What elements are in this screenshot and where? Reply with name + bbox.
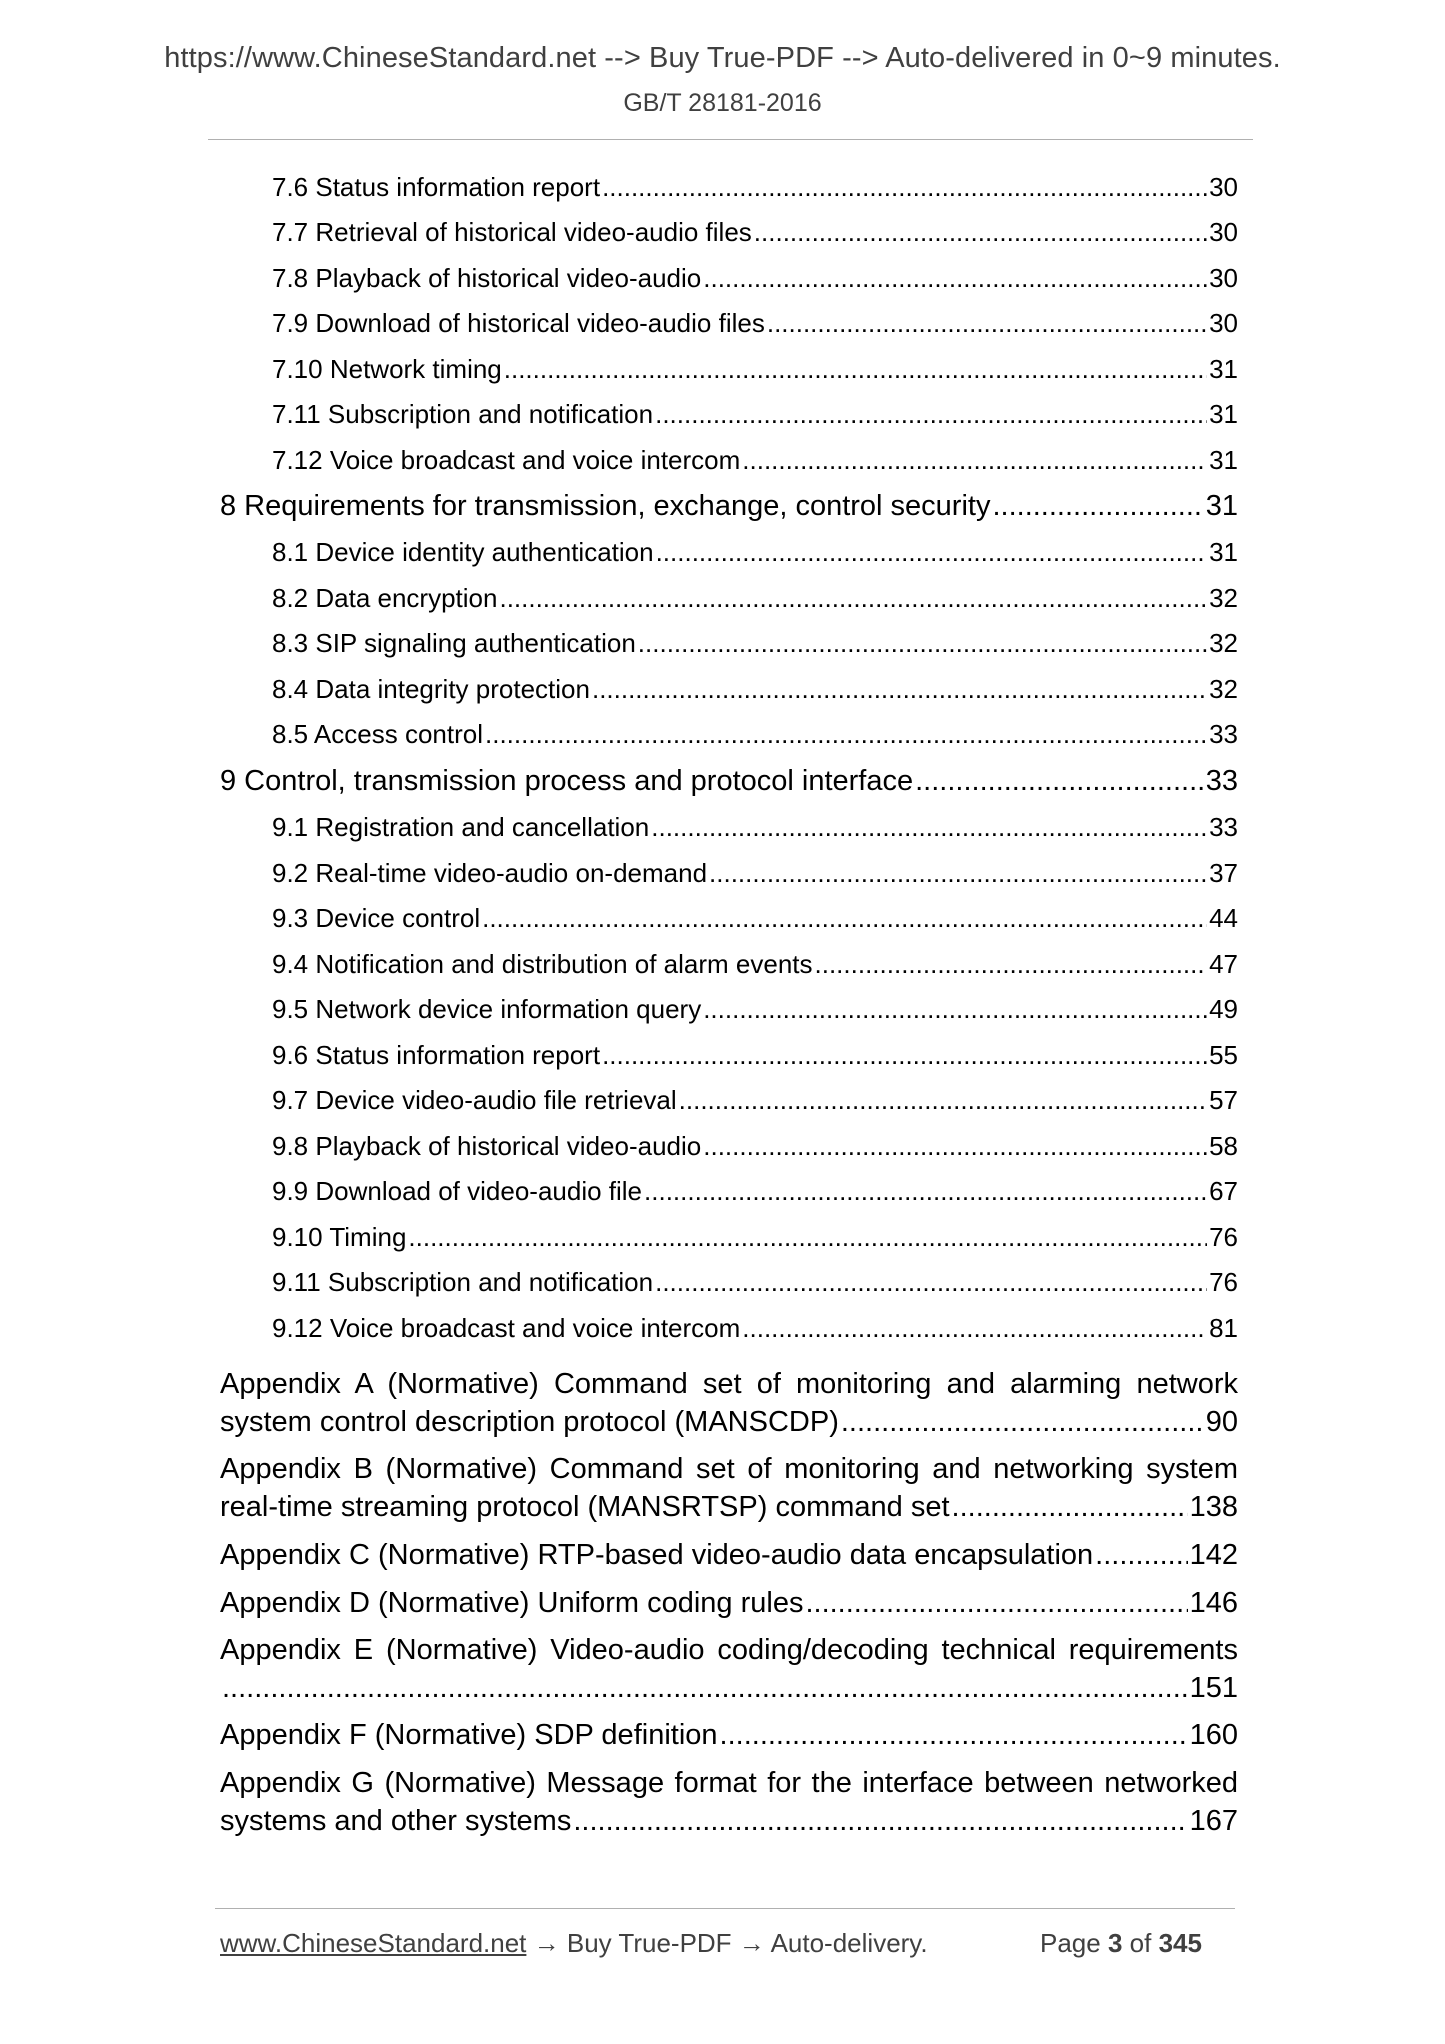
toc-leader-dots xyxy=(499,583,1207,614)
appendix-title-line2: Appendix D (Normative) Uniform coding rules xyxy=(220,1587,804,1619)
toc-section[interactable] xyxy=(272,172,1238,203)
toc-leader-dots xyxy=(485,719,1207,750)
appendix-title-line2: systems and other systems xyxy=(220,1805,572,1837)
toc-section[interactable] xyxy=(272,217,1238,248)
toc-leader-dots xyxy=(742,445,1207,476)
toc-page-number: 32 xyxy=(1209,628,1238,658)
toc-title: 7.12 Voice broadcast and voice intercom xyxy=(272,445,741,475)
toc-section[interactable] xyxy=(272,308,1238,339)
document-code: GB/T 28181-2016 xyxy=(623,89,822,117)
toc-section[interactable] xyxy=(272,994,1238,1025)
toc-section[interactable] xyxy=(272,1222,1238,1253)
toc-page-number: 30 xyxy=(1209,263,1238,293)
toc-page-number: 31 xyxy=(1209,445,1238,475)
toc-leader-dots xyxy=(638,628,1207,659)
toc-title: 9.2 Real-time video-audio on-demand xyxy=(272,858,708,888)
toc-leader-dots xyxy=(573,1802,1187,1840)
toc-appendix[interactable] xyxy=(220,1631,1238,1707)
toc-title: 7.7 Retrieval of historical video-audio files xyxy=(272,217,752,247)
toc-leader-dots xyxy=(602,172,1207,203)
toc-leader-dots xyxy=(222,1669,1188,1707)
toc-page-number: 37 xyxy=(1209,858,1238,888)
toc-title: 9.10 Timing xyxy=(272,1222,407,1252)
toc-section[interactable] xyxy=(272,1085,1238,1116)
toc-appendix[interactable] xyxy=(220,1365,1238,1441)
footer-divider xyxy=(215,1908,1235,1909)
toc-appendix[interactable] xyxy=(220,1716,1238,1754)
toc-page-number: 30 xyxy=(1209,308,1238,338)
toc-page-number: 33 xyxy=(1209,719,1238,749)
toc-chapter[interactable] xyxy=(220,765,1238,798)
toc-leader-dots xyxy=(644,1176,1207,1207)
toc-title: 8.1 Device identity authentication xyxy=(272,537,654,567)
toc-page-number: 138 xyxy=(1189,1491,1238,1523)
toc-page-number: 44 xyxy=(1209,903,1238,933)
toc-leader-dots xyxy=(602,1040,1207,1071)
toc-section[interactable] xyxy=(272,1040,1238,1071)
toc-title: 9.6 Status information report xyxy=(272,1040,601,1070)
toc-page-number: 32 xyxy=(1209,674,1238,704)
toc-section[interactable] xyxy=(272,903,1238,934)
toc-page-number: 30 xyxy=(1209,172,1238,202)
toc-leader-dots xyxy=(592,674,1207,705)
toc-title: 7.6 Status information report xyxy=(272,172,601,202)
toc-leader-dots xyxy=(952,1488,1188,1526)
toc-leader-dots xyxy=(815,949,1208,980)
toc-title: 8.5 Access control xyxy=(272,719,483,749)
toc-leader-dots xyxy=(709,858,1207,889)
appendix-title-line1: Appendix A (Normative) Command set of monitoring and alarming network xyxy=(220,1368,1238,1400)
toc-section[interactable] xyxy=(272,628,1238,659)
toc-appendix[interactable] xyxy=(220,1764,1238,1840)
toc-appendix[interactable] xyxy=(220,1536,1238,1574)
toc-page-number: 31 xyxy=(1209,354,1238,384)
footer-link[interactable]: www.ChineseStandard.net xyxy=(220,1928,527,1958)
header-banner: https://www.ChineseStandard.net --> Buy True-PDF --> Auto-delivered in 0~9 minutes. xyxy=(164,42,1281,74)
appendix-title-line2: system control description protocol (MANSCDP) xyxy=(220,1406,839,1438)
toc-leader-dots xyxy=(482,903,1207,934)
toc-page-number: 55 xyxy=(1209,1040,1238,1070)
appendix-title-line2: Appendix F (Normative) SDP definition xyxy=(220,1719,718,1751)
toc-page-number: 81 xyxy=(1209,1313,1238,1343)
toc-title: 7.10 Network timing xyxy=(272,354,502,384)
toc-leader-dots xyxy=(703,994,1207,1025)
toc-page-number: 76 xyxy=(1209,1222,1238,1252)
toc-title: 8 Requirements for transmission, exchange, control security xyxy=(220,490,991,522)
toc-leader-dots xyxy=(767,308,1207,339)
toc-section[interactable] xyxy=(272,1267,1238,1298)
toc-section[interactable] xyxy=(272,399,1238,430)
toc-leader-dots xyxy=(651,812,1207,843)
toc-page-number: 167 xyxy=(1189,1805,1238,1837)
toc-section[interactable] xyxy=(272,583,1238,614)
toc-title: 7.8 Playback of historical video-audio xyxy=(272,263,702,293)
toc-chapter[interactable] xyxy=(220,490,1238,523)
toc-leader-dots xyxy=(742,1313,1207,1344)
toc-title: 9.11 Subscription and notification xyxy=(272,1267,654,1297)
toc-title: 8.3 SIP signaling authentication xyxy=(272,628,636,658)
toc-section[interactable] xyxy=(272,812,1238,843)
toc-title: 9.4 Notification and distribution of alarm events xyxy=(272,949,813,979)
toc-title: 8.4 Data integrity protection xyxy=(272,674,590,704)
toc-leader-dots xyxy=(656,537,1208,568)
toc-page-number: 31 xyxy=(1205,490,1238,522)
appendix-title-line2: real-time streaming protocol (MANSRTSP) command set xyxy=(220,1491,950,1523)
toc-section[interactable] xyxy=(272,1176,1238,1207)
toc-title: 9.5 Network device information query xyxy=(272,994,702,1024)
toc-title: 7.11 Subscription and notification xyxy=(272,399,654,429)
appendix-title-line1: Appendix E (Normative) Video-audio coding/decoding technical requirements xyxy=(220,1634,1238,1666)
appendix-title-line1: Appendix G (Normative) Message format for the interface between networked xyxy=(220,1767,1238,1799)
toc-page-number: 57 xyxy=(1209,1085,1238,1115)
toc-leader-dots xyxy=(1095,1536,1187,1574)
toc-page-number: 76 xyxy=(1209,1267,1238,1297)
toc-section[interactable] xyxy=(272,858,1238,889)
toc-section[interactable] xyxy=(272,445,1238,476)
toc-title: 9.7 Device video-audio file retrieval xyxy=(272,1085,677,1115)
footer-promo xyxy=(220,1928,928,1959)
toc-title: 9.12 Voice broadcast and voice intercom xyxy=(272,1313,741,1343)
page-total: 345 xyxy=(1158,1928,1202,1958)
toc-section[interactable] xyxy=(272,537,1238,568)
toc-page-number: 142 xyxy=(1189,1539,1238,1571)
toc-section[interactable] xyxy=(272,1131,1238,1162)
toc-leader-dots xyxy=(992,490,1203,523)
toc-leader-dots xyxy=(805,1584,1187,1622)
toc-leader-dots xyxy=(408,1222,1207,1253)
toc-leader-dots xyxy=(703,1131,1207,1162)
toc-leader-dots xyxy=(703,263,1207,294)
toc-appendix[interactable] xyxy=(220,1450,1238,1526)
toc-section[interactable] xyxy=(272,354,1238,385)
toc-page-number: 151 xyxy=(1189,1672,1238,1704)
toc-title: 9.3 Device control xyxy=(272,903,481,933)
page-indicator xyxy=(1040,1928,1202,1959)
toc-page-number: 90 xyxy=(1205,1406,1238,1438)
toc-page-number: 31 xyxy=(1209,537,1238,567)
toc-page-number: 33 xyxy=(1209,812,1238,842)
toc-section[interactable] xyxy=(272,949,1238,980)
page-current: 3 xyxy=(1107,1928,1123,1958)
toc-title: 9.8 Playback of historical video-audio xyxy=(272,1131,702,1161)
page-of-label: of xyxy=(1129,1928,1152,1958)
page-label: Page xyxy=(1040,1928,1101,1958)
toc-section[interactable] xyxy=(272,263,1238,294)
toc-title: 9 Control, transmission process and protocol interface xyxy=(220,765,914,797)
toc-section[interactable] xyxy=(272,719,1238,750)
appendix-title-line2: Appendix C (Normative) RTP-based video-audio data encapsulation xyxy=(220,1539,1094,1571)
toc-section[interactable] xyxy=(272,1313,1238,1344)
toc-page-number: 47 xyxy=(1209,949,1238,979)
toc-page-number: 58 xyxy=(1209,1131,1238,1161)
toc-page-number: 33 xyxy=(1205,765,1238,797)
toc-page-number: 146 xyxy=(1189,1587,1238,1619)
toc-leader-dots xyxy=(720,1716,1188,1754)
appendix-title-line1: Appendix B (Normative) Command set of monitoring and networking system xyxy=(220,1453,1238,1485)
toc-page-number: 160 xyxy=(1189,1719,1238,1751)
toc-leader-dots xyxy=(754,217,1207,248)
footer-tagline: → Buy True-PDF → Auto-delivery. xyxy=(526,1928,928,1958)
toc-leader-dots xyxy=(679,1085,1207,1116)
toc-leader-dots xyxy=(655,1267,1207,1298)
toc-appendix[interactable] xyxy=(220,1584,1238,1622)
toc-page-number: 49 xyxy=(1209,994,1238,1024)
toc-leader-dots xyxy=(915,765,1204,798)
toc-leader-dots xyxy=(655,399,1207,430)
toc-section[interactable] xyxy=(272,674,1238,705)
toc-title: 9.9 Download of video-audio file xyxy=(272,1176,643,1206)
toc-leader-dots xyxy=(841,1403,1204,1441)
toc-title: 7.9 Download of historical video-audio files xyxy=(272,308,765,338)
toc-leader-dots xyxy=(504,354,1207,385)
toc-page-number: 31 xyxy=(1209,399,1238,429)
toc-page-number: 32 xyxy=(1209,583,1238,613)
toc-title: 9.1 Registration and cancellation xyxy=(272,812,650,842)
toc-title: 8.2 Data encryption xyxy=(272,583,498,613)
toc-page-number: 67 xyxy=(1209,1176,1238,1206)
toc-page-number: 30 xyxy=(1209,217,1238,247)
